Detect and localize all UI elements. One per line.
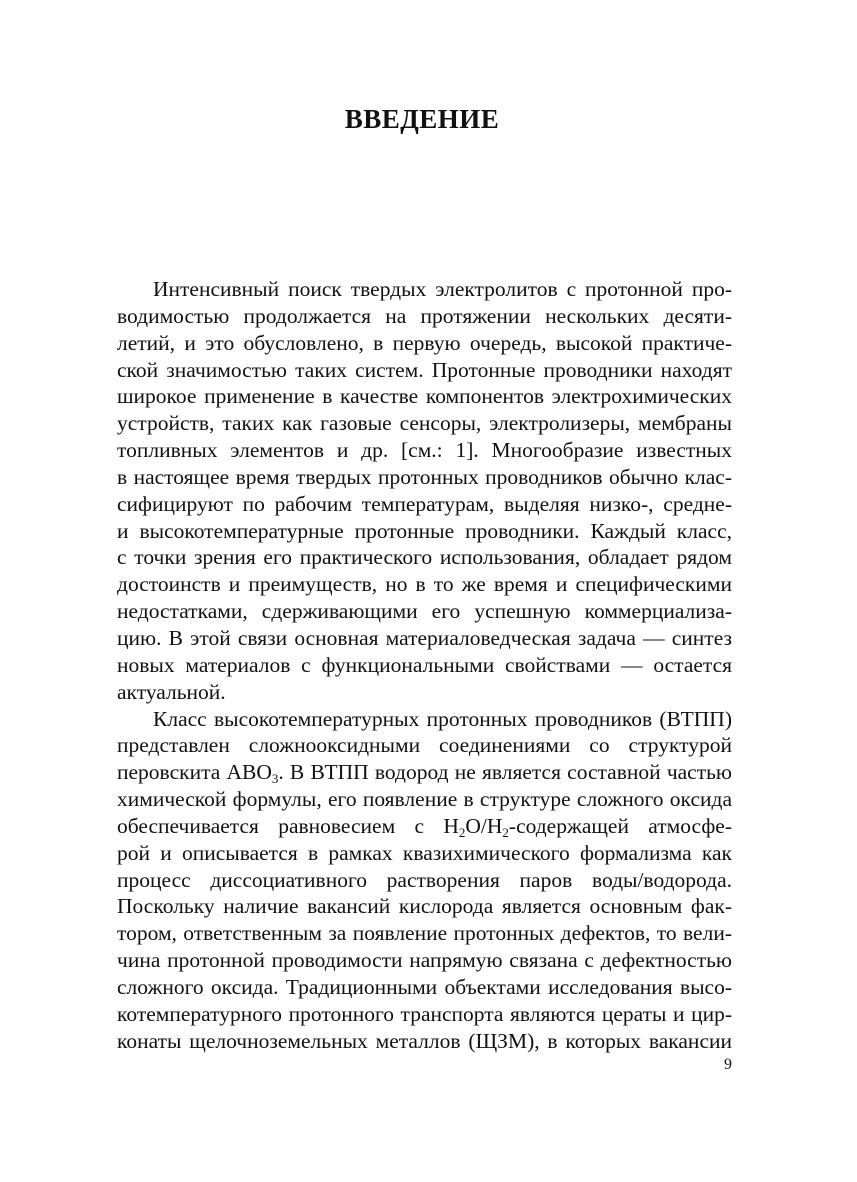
body-text [117, 276, 732, 1054]
paragraph-line: в настоящее время твердых протонных проводников обычно клас- [117, 464, 732, 489]
paragraph-line: рой и описывается в рамках квазихимического формализма как [117, 840, 732, 865]
line-text: перовскита ABO [117, 760, 272, 785]
line-text: -содержащей атмосфе- [508, 813, 732, 838]
line-text: . В ВТПП водород не является составной частью [278, 760, 732, 785]
paragraph-line: Класс высокотемпературных протонных проводников (ВТПП) [153, 706, 732, 731]
paragraph-line: недостатками, сдерживающими его успешную коммерциализа- [117, 599, 732, 624]
paragraph-line: чина протонной проводимости напрямую связана с дефектностью [117, 948, 732, 973]
paragraph-line [117, 759, 732, 786]
paragraph-line: химической формулы, его появление в структуре сложного оксида [117, 787, 732, 812]
paragraph-line: водимостью продолжается на протяжении нескольких десяти- [117, 303, 732, 328]
paragraph-line: новых материалов с функциональными свойствами — остается [117, 652, 732, 677]
page-number: 9 [724, 1056, 732, 1073]
line-text: O/H [465, 813, 503, 838]
paragraph-line: Поскольку наличие вакансий кислорода является основным фак- [117, 894, 732, 919]
paragraph-line: достоинств и преимуществ, но в то же время и специфическими [117, 572, 732, 597]
paragraph-line: устройств, таких как газовые сенсоры, электролизеры, мембраны [117, 411, 732, 436]
paragraph-line: тором, ответственным за появление протонных дефектов, то вели- [117, 921, 732, 946]
chapter-title: ВВЕДЕНИЕ [344, 104, 500, 134]
line-text: обеспечивается равновесием с H [117, 813, 459, 838]
paragraph-line: цию. В этой связи основная материаловедческая задача — синтез [117, 625, 732, 650]
paragraph-line: летий, и это обусловлено, в первую очередь, высокой практиче- [117, 330, 732, 355]
paragraph-line: топливных элементов и др. [см.: 1]. Многообразие известных [117, 438, 732, 463]
paragraph-line: процесс диссоциативного растворения паров воды/водорода. [117, 867, 732, 892]
paragraph-line: конаты щелочноземельных металлов (ЩЗМ), в которых вакансии [117, 1028, 732, 1053]
paragraph-line: с точки зрения его практического использования, обладает рядом [117, 545, 732, 570]
paragraph-line: сложного оксида. Традиционными объектами исследования высо- [117, 974, 732, 999]
paragraph-line: широкое применение в качестве компонентов электрохимических [117, 384, 732, 409]
paragraph-line: Интенсивный поиск твердых электролитов с протонной про- [153, 277, 732, 301]
subscript: 2 [458, 824, 466, 840]
paragraph-line: и высокотемпературные протонные проводники. Каждый класс, [117, 518, 732, 543]
paragraph-line: котемпературного протонного транспорта являются цераты и цир- [117, 1001, 732, 1026]
paragraph-line: представлен сложнооксидными соединениями со структурой [117, 733, 732, 758]
paragraph-line: ской значимостью таких систем. Протонные проводники находят [117, 357, 732, 382]
subscript: 3 [271, 771, 279, 787]
paragraph-line: сифицируют по рабочим температурам, выделяя низко-, средне- [117, 491, 732, 516]
paragraph-line: актуальной. [117, 679, 226, 704]
subscript: 2 [502, 824, 509, 840]
paragraph-line [117, 813, 732, 840]
